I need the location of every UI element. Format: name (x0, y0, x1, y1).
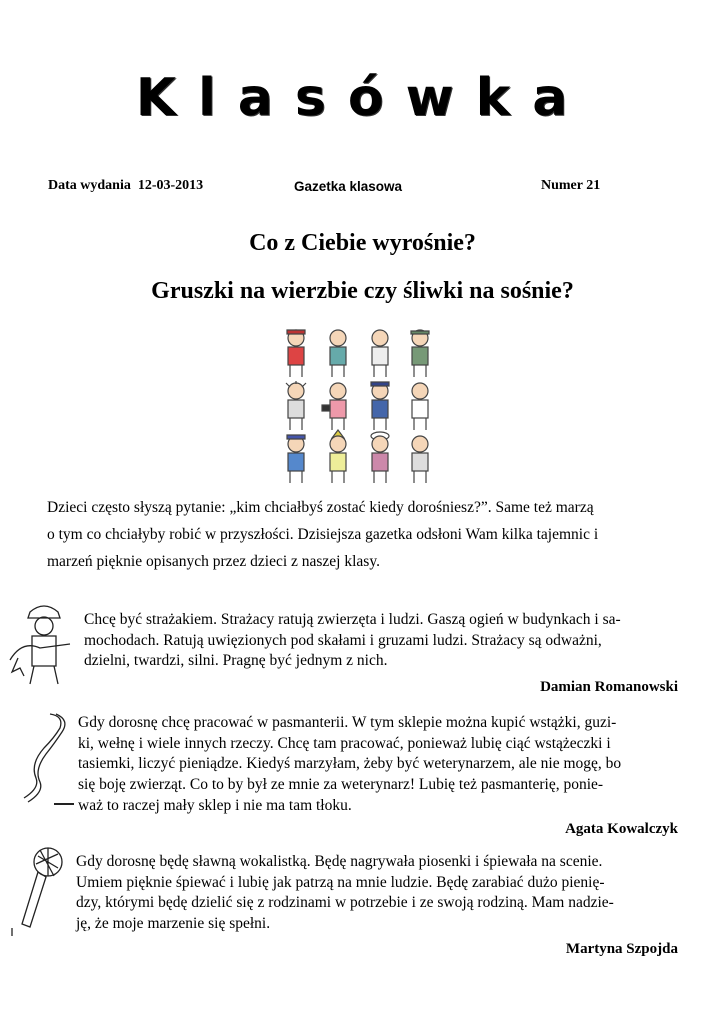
intro-paragraph (47, 494, 687, 575)
story-haberdashery (78, 713, 678, 817)
story-line: mochodach. Ratują uwięzionych pod skałami i gruzami ludzi. Strażacy są odważni, (84, 631, 602, 649)
firefighter-icon (8, 600, 78, 690)
children-professions-icon (272, 326, 442, 486)
intro-line: marzeń pięknie opisanych przez dzieci z naszej klasy. (47, 553, 380, 570)
story-line: tasiemki, liczyć pieniądze. Kiedyś marzyłam, żeby być weterynarzem, ale nie mogę, bo (78, 755, 622, 773)
story-line: dzielni, twardzi, silni. Pragnę być jednym z nich. (84, 652, 388, 670)
intro-line: Dzieci często słyszą pytanie: „kim chciałbyś zostać kiedy dorośniesz?”. Same też marzą (47, 499, 594, 516)
story-singer (76, 852, 678, 935)
story-line: Umiem pięknie śpiewać i lubię jak patrzą na mnie ludzie. Będę zarabiać dużo pienię- (76, 873, 605, 891)
intro-line: o tym co chciałyby robić w przyszłości. Dzisiejsza gazetka odsłoni Wam kilka tajemnic i (47, 526, 599, 543)
section-name: Gazetka klasowa (294, 179, 403, 194)
story-line: Chcę być strażakiem. Strażacy ratują zwierzęta i ludzi. Gaszą ogień w budynkach i sa- (84, 611, 621, 628)
story-line: dzy, którymi będę dzielić się z rodzinami w potrzebie i ze swoją rodziną. Mam nadzie- (76, 894, 614, 912)
story-line: się boję zwierząt. Co to by był ze mnie za weterynarz! Lubię też pasmanterię, ponie- (78, 776, 604, 794)
story-firefighter (84, 610, 678, 672)
story-line: Gdy dorosnę chcę pracować w pasmanterii. W tym sklepie można kupić wstążki, guzi- (78, 714, 617, 731)
author-name: Damian Romanowski (540, 679, 678, 695)
story-line: waż to raczej mały sklep i nie ma tam tłoku. (78, 796, 352, 814)
story-line: Gdy dorosnę będę sławną wokalistką. Będę nagrywała piosenki i śpiewała na scenie. (76, 853, 603, 870)
story-line: ki, wełnę i wiele innych rzeczy. Chcę tam pracować, ponieważ lubię ciąć wstążeczki i (78, 734, 611, 752)
author-name: Martyna Szpojda (565, 941, 678, 957)
microphone-icon (8, 842, 74, 938)
ribbon-icon (10, 708, 76, 812)
story-line: ję, że moje marzenie się spełni. (76, 915, 271, 933)
issue-date: Data wydania 12-03-2013 (48, 178, 204, 193)
masthead-title: Klasówka (135, 68, 590, 128)
author-name: Agata Kowalczyk (565, 821, 678, 837)
headline-line-1: Co z Ciebie wyrośnie? (249, 230, 476, 256)
issue-number: Numer 21 (541, 178, 601, 193)
headline-line-2: Gruszki na wierzbie czy śliwki na sośnie? (151, 278, 574, 304)
